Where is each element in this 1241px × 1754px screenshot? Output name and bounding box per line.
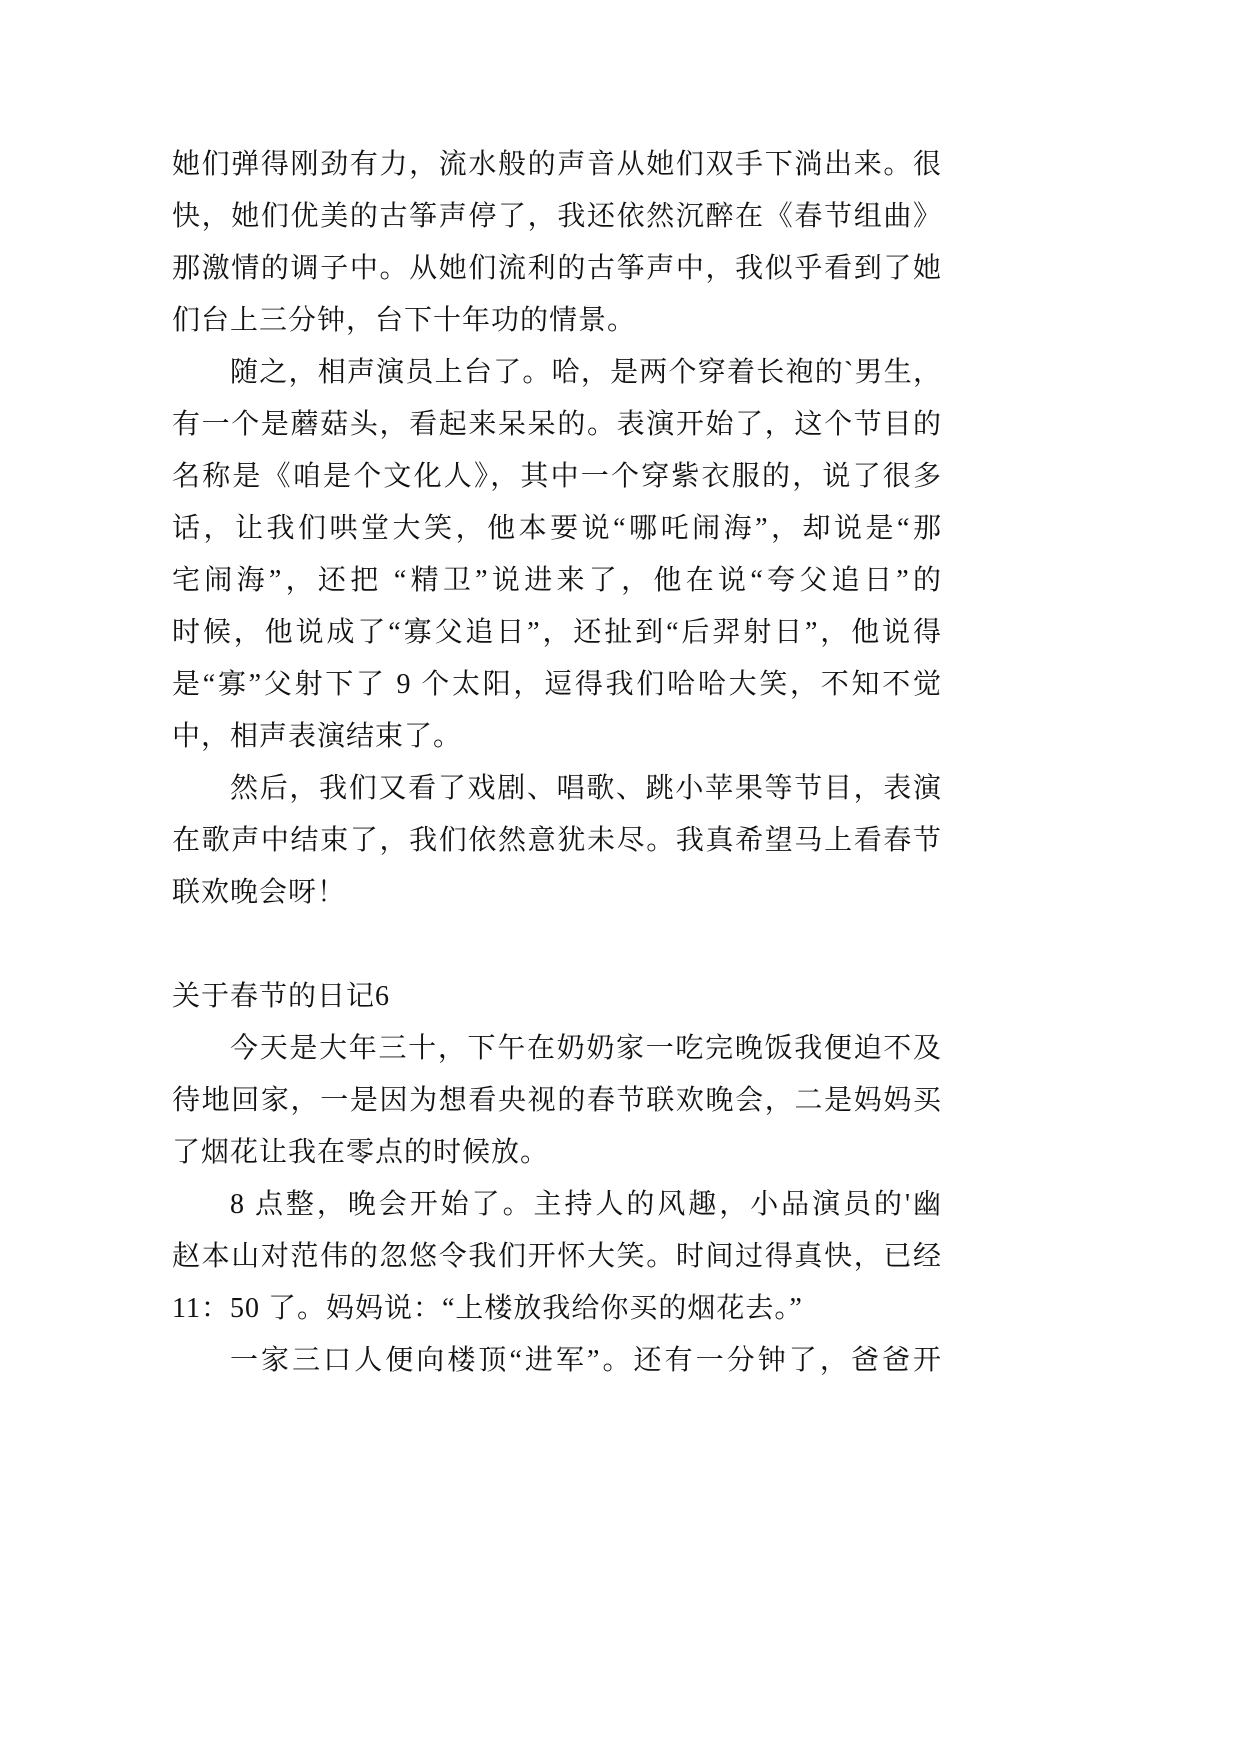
text-line: 联欢晚会呀！ (172, 877, 347, 908)
text-line: 宅闹海”，还把 “精卫”说进来了，他在说“夸父追日”的 (172, 565, 942, 596)
text-line: 她们弹得刚劲有力，流水般的声音从她们双手下淌出来。很 (172, 149, 942, 180)
text-line: 是“寡”父射下了 9 个太阳，逗得我们哈哈大笑，不知不觉 (172, 669, 942, 700)
text-line: 11：50 了。妈妈说：“上楼放我给你买的烟花去。” (172, 1293, 803, 1324)
paragraph (172, 347, 942, 763)
text-line: 有一个是蘑菇头，看起来呆呆的。表演开始了，这个节目的 (172, 409, 942, 440)
text-line: 8 点整，晚会开始了。主持人的风趣，小品演员的'幽 (230, 1189, 942, 1220)
diary-title: 关于春节的日记6 (172, 981, 391, 1012)
text-line: 随之，相声演员上台了。哈，是两个穿着长袍的`男生， (230, 357, 942, 388)
paragraph (172, 139, 942, 347)
text-line: 在歌声中结束了，我们依然意犹未尽。我真希望马上看春节 (172, 825, 942, 856)
text-line: 那激情的调子中。从她们流利的古筝声中，我似乎看到了她 (172, 253, 942, 284)
paragraph (172, 1335, 942, 1387)
document-body (172, 139, 942, 1387)
paragraph (172, 1023, 942, 1179)
text-line: 话，让我们哄堂大笑，他本要说“哪吒闹海”，却说是“那 (172, 513, 942, 544)
text-line: 然后，我们又看了戏剧、唱歌、跳小苹果等节目，表演 (230, 773, 942, 804)
text-line: 们台上三分钟，台下十年功的情景。 (172, 305, 637, 336)
text-line: 一家三口人便向楼顶“进军”。还有一分钟了，爸爸开 (230, 1345, 942, 1376)
text-line: 今天是大年三十，下午在奶奶家一吃完晚饭我便迫不及 (230, 1033, 942, 1064)
text-line: 赵本山对范伟的忽悠令我们开怀大笑。时间过得真快，已经 (172, 1241, 942, 1272)
text-line: 中，相声表演结束了。 (172, 721, 463, 752)
text-line: 了烟花让我在零点的时候放。 (172, 1137, 550, 1168)
blank-line (172, 919, 942, 971)
paragraph (172, 763, 942, 919)
paragraph (172, 1179, 942, 1335)
text-line: 待地回家，一是因为想看央视的春节联欢晚会，二是妈妈买 (172, 1085, 942, 1116)
text-line: 时候，他说成了“寡父追日”，还扯到“后羿射日”，他说得 (172, 617, 942, 648)
text-line: 名称是《咱是个文化人》，其中一个穿紫衣服的，说了很多 (172, 461, 942, 492)
text-line: 快，她们优美的古筝声停了，我还依然沉醉在《春节组曲》 (172, 201, 942, 232)
